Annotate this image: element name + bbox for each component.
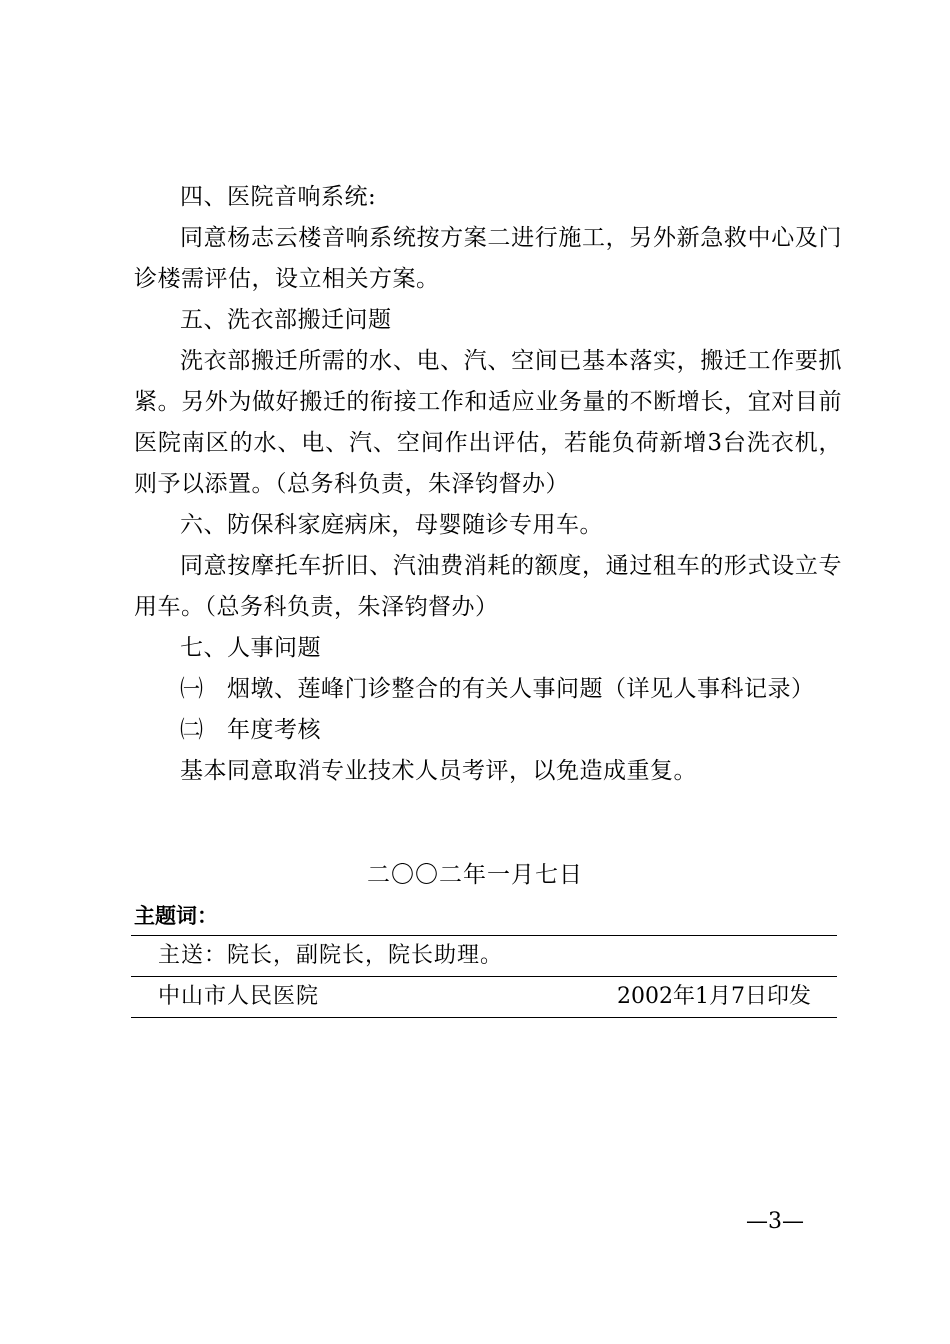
recipients-row	[131, 936, 837, 977]
paragraph-annual-assessment: 基本同意取消专业技术人员考评，以免造成重复。	[180, 758, 697, 784]
page-number: —3—	[746, 1209, 804, 1234]
heading-laundry-relocation: 五、洗衣部搬迁问题	[180, 307, 392, 333]
distribution-table	[131, 935, 837, 1018]
subject-label: 主题词：	[134, 904, 218, 928]
document-body	[134, 177, 842, 792]
issuer-row	[131, 977, 837, 1018]
recipients-text: 主送：院长，副院长，院长助理。	[158, 943, 504, 968]
document-date: 二〇〇二年一月七日	[367, 862, 583, 888]
heading-audio-system: 四、医院音响系统:	[180, 184, 377, 210]
paragraph-personnel-item-2: ㈡ 年度考核	[180, 717, 321, 743]
heading-personnel: 七、人事问题	[180, 635, 321, 661]
paragraph-audio-system: 同意杨志云楼音响系统按方案二进行施工，另外新急救中心及门诊楼需评估，设立相关方案。	[134, 225, 842, 292]
heading-dedicated-vehicle: 六、防保科家庭病床，母婴随诊专用车。	[180, 512, 603, 538]
paragraph-laundry-relocation: 洗衣部搬迁所需的水、电、汽、空间已基本落实，搬迁工作要抓紧。另外为做好搬迁的衔接工作和适应业务量的不断增长，宜对目前医院南区的水、电、汽、空间作出评估，若能负荷新增3台洗衣机，则予以添置。（总务科负责，朱泽钧督办）	[134, 348, 842, 497]
issue-date: 2002年1月7日印发	[617, 984, 811, 1009]
paragraph-personnel-item-1: ㈠ 烟墩、莲峰门诊整合的有关人事问题（详见人事科记录）	[180, 676, 815, 702]
paragraph-dedicated-vehicle: 同意按摩托车折旧、汽油费消耗的额度，通过租车的形式设立专用车。（总务科负责，朱泽钧督办）	[134, 553, 842, 620]
issuer-name: 中山市人民医院	[158, 984, 320, 1009]
